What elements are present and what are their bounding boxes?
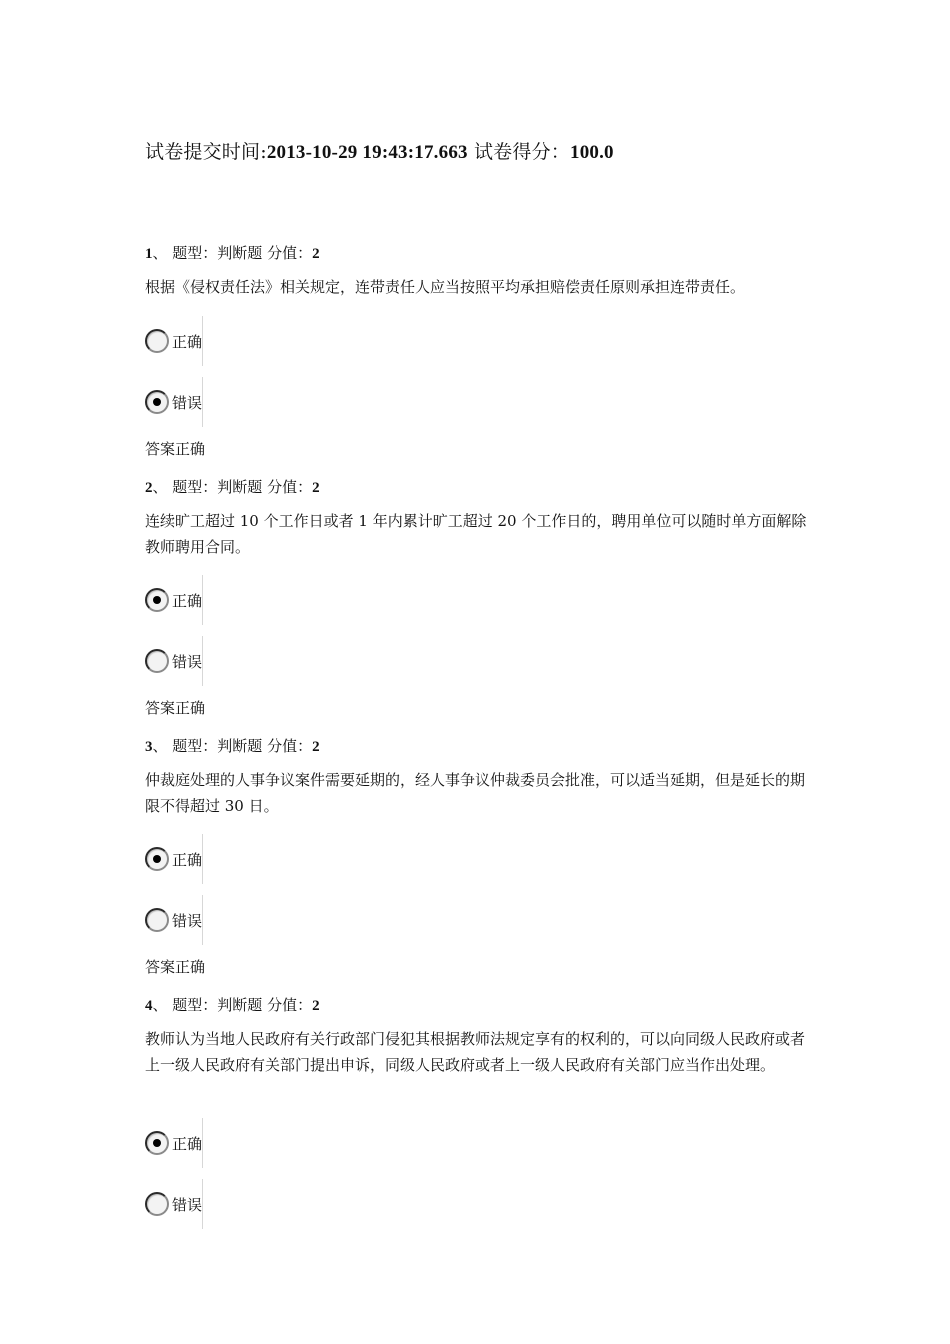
question-3-result: 答案正确 — [145, 958, 206, 976]
submit-time-label: 试卷提交时间: — [145, 141, 267, 163]
question-3-option-wrong[interactable] — [145, 905, 202, 935]
question-separator: 、 — [152, 478, 168, 496]
question-2-result: 答案正确 — [145, 699, 206, 717]
exam-score: 100.0 — [570, 142, 614, 163]
radio-selected-icon[interactable] — [145, 1131, 169, 1155]
question-4-meta — [145, 994, 320, 1015]
question-1-result: 答案正确 — [145, 440, 206, 458]
question-type: 题型：判断题 分值： — [172, 737, 313, 755]
question-1-option-wrong[interactable] — [145, 387, 202, 417]
question-points: 2 — [312, 739, 320, 755]
question-separator: 、 — [152, 996, 168, 1014]
question-3-option-correct[interactable] — [145, 844, 202, 874]
question-4-option-wrong[interactable] — [145, 1189, 202, 1219]
question-points: 2 — [312, 246, 320, 262]
question-number: 2 — [145, 480, 153, 496]
option-label: 正确 — [172, 332, 203, 351]
question-type: 题型：判断题 分值： — [172, 478, 313, 496]
submit-time: 2013-10-29 19:43:17.663 — [266, 142, 468, 163]
divider — [202, 1118, 203, 1168]
question-number: 4 — [145, 998, 153, 1014]
question-4-option-correct[interactable] — [145, 1128, 202, 1158]
option-label: 错误 — [172, 911, 203, 930]
divider — [202, 636, 203, 686]
question-separator: 、 — [152, 244, 168, 262]
divider — [202, 575, 203, 625]
submission-header — [145, 137, 614, 164]
question-points: 2 — [312, 480, 320, 496]
question-separator: 、 — [152, 737, 168, 755]
radio-unselected-icon[interactable] — [145, 1192, 169, 1216]
option-label: 正确 — [172, 591, 203, 610]
radio-selected-icon[interactable] — [145, 847, 169, 871]
option-label: 正确 — [172, 1134, 203, 1153]
question-type: 题型：判断题 分值： — [172, 244, 313, 262]
radio-unselected-icon[interactable] — [145, 908, 169, 932]
divider — [202, 377, 203, 427]
question-2-option-correct[interactable] — [145, 585, 202, 615]
option-label: 错误 — [172, 652, 203, 671]
question-number: 3 — [145, 739, 153, 755]
radio-unselected-icon[interactable] — [145, 329, 169, 353]
radio-unselected-icon[interactable] — [145, 649, 169, 673]
score-label: 试卷得分： — [473, 141, 570, 163]
question-3-text: 仲裁庭处理的人事争议案件需要延期的，经人事争议仲裁委员会批准，可以适当延期，但是延长的期限不得超过 30 日。 — [145, 771, 806, 815]
option-label: 错误 — [172, 393, 203, 412]
option-label: 正确 — [172, 850, 203, 869]
question-type: 题型：判断题 分值： — [172, 996, 313, 1014]
question-4-text: 教师认为当地人民政府有关行政部门侵犯其根据教师法规定享有的权利的，可以向同级人民政府或者上一级人民政府有关部门提出申诉，同级人民政府或者上一级人民政府有关部门应当作出处理。 — [145, 1030, 806, 1074]
divider — [202, 316, 203, 366]
divider — [202, 1179, 203, 1229]
radio-selected-icon[interactable] — [145, 588, 169, 612]
question-1-meta — [145, 242, 320, 263]
divider — [202, 834, 203, 884]
question-2-meta — [145, 476, 320, 497]
question-points: 2 — [312, 998, 320, 1014]
divider — [202, 895, 203, 945]
question-number: 1 — [145, 246, 153, 262]
question-1-option-correct[interactable] — [145, 326, 202, 356]
question-2-text: 连续旷工超过 10 个工作日或者 1 年内累计旷工超过 20 个工作日的，聘用单位可以随时单方面解除教师聘用合同。 — [145, 512, 807, 556]
radio-selected-icon[interactable] — [145, 390, 169, 414]
question-1-text: 根据《侵权责任法》相关规定，连带责任人应当按照平均承担赔偿责任原则承担连带责任。 — [145, 278, 746, 296]
question-2-option-wrong[interactable] — [145, 646, 202, 676]
question-3-meta — [145, 735, 320, 756]
option-label: 错误 — [172, 1195, 203, 1214]
